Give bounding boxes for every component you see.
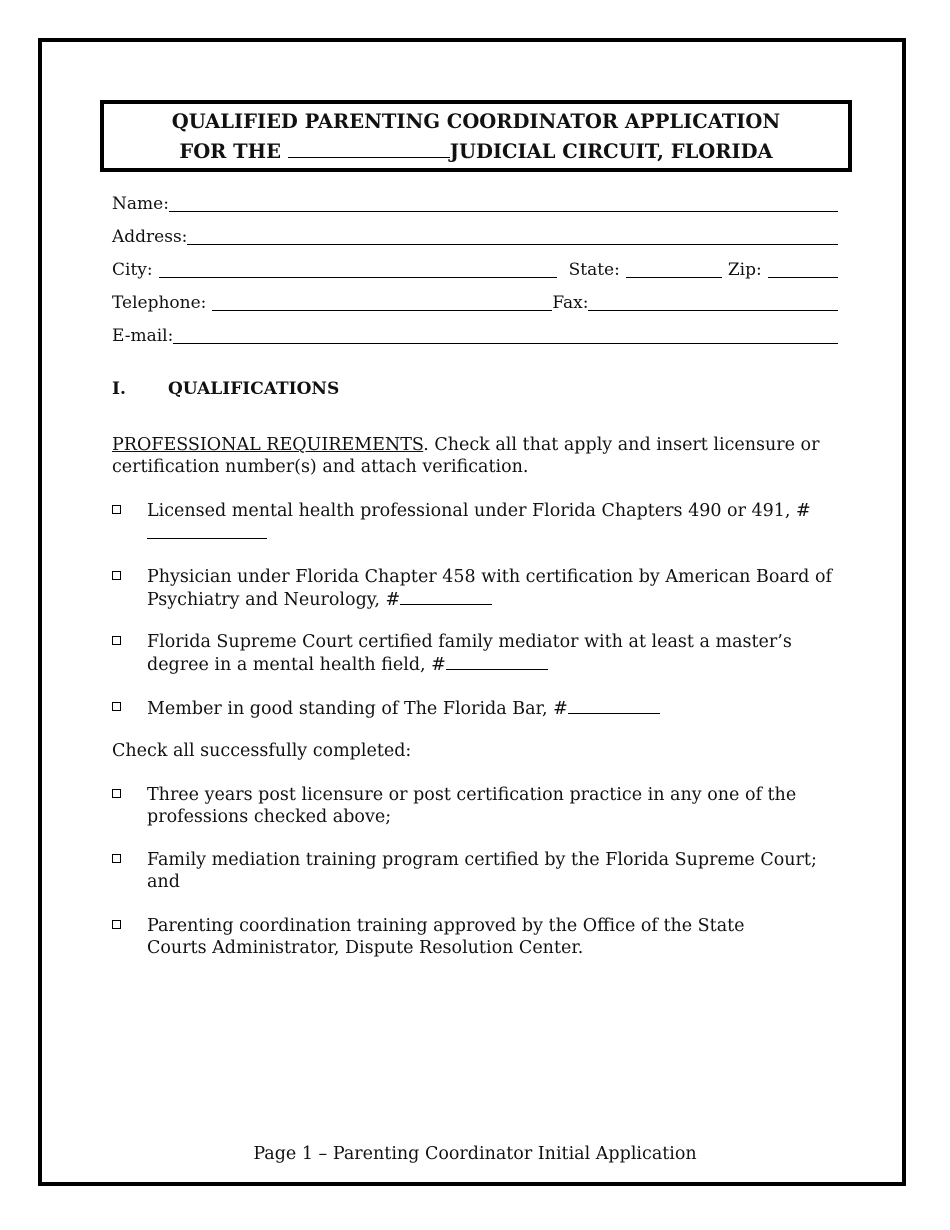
- address-row: [112, 226, 838, 248]
- requirement-text: Florida Supreme Court certified family mediator with at least a master’s degree in a mental health field, #: [147, 632, 792, 675]
- email-row: [112, 325, 838, 347]
- mediator-number-field[interactable]: [446, 653, 548, 670]
- title-line-2: [104, 137, 848, 167]
- completed-text: Parenting coordination training approved by the Office of the State Courts Administrator, Dispute Resolution Center.: [147, 916, 745, 958]
- requirement-item: [112, 500, 842, 545]
- completed-intro: Check all successfully completed:: [112, 741, 412, 761]
- completed-item: [112, 915, 842, 959]
- address-label: Address:: [112, 227, 188, 247]
- professional-heading: PROFESSIONAL REQUIREMENTS: [112, 435, 424, 455]
- title-line-1: QUALIFIED PARENTING COORDINATOR APPLICATION: [171, 110, 781, 133]
- checkbox[interactable]: [112, 854, 121, 863]
- title-suffix: JUDICIAL CIRCUIT, FLORIDA: [449, 140, 773, 163]
- certification-number-field[interactable]: [400, 588, 492, 605]
- email-field[interactable]: [173, 325, 838, 344]
- state-label: State:: [568, 260, 620, 280]
- checkbox[interactable]: [112, 505, 121, 514]
- zip-field[interactable]: [768, 259, 838, 278]
- requirement-text: Licensed mental health professional under Florida Chapters 490 or 491, #: [147, 501, 811, 521]
- bar-number-field[interactable]: [568, 697, 660, 714]
- section-title: QUALIFICATIONS: [168, 379, 340, 399]
- professional-requirements-paragraph: [112, 434, 842, 478]
- city-label: City:: [112, 260, 153, 280]
- checkbox[interactable]: [112, 571, 121, 580]
- professional-text: . Check all that apply and insert licensure or certification number(s) and attach verification.: [112, 435, 820, 477]
- section-number: I.: [112, 379, 126, 399]
- circuit-blank[interactable]: [288, 139, 450, 158]
- city-field[interactable]: [159, 259, 557, 278]
- zip-label: Zip:: [727, 260, 762, 280]
- telephone-label: Telephone:: [112, 293, 207, 313]
- requirement-text: Member in good standing of The Florida Bar, #: [147, 699, 568, 719]
- completed-text: Family mediation training program certified by the Florida Supreme Court; and: [147, 850, 817, 892]
- checkbox[interactable]: [112, 636, 121, 645]
- checkbox[interactable]: [112, 789, 121, 798]
- name-field[interactable]: [169, 193, 838, 212]
- completed-item: [112, 784, 842, 828]
- checkbox[interactable]: [112, 702, 121, 711]
- form-title: [100, 100, 852, 172]
- title-prefix: FOR THE: [179, 140, 281, 163]
- fax-label: Fax:: [552, 293, 589, 313]
- checkbox[interactable]: [112, 920, 121, 929]
- email-label: E-mail:: [112, 326, 174, 346]
- requirement-text: Physician under Florida Chapter 458 with certification by American Board of Psychiatry and Neurology, #: [147, 567, 832, 610]
- page-footer: Page 1 – Parenting Coordinator Initial Application: [253, 1144, 697, 1164]
- telephone-field[interactable]: [212, 292, 552, 311]
- state-field[interactable]: [626, 259, 722, 278]
- phone-fax-row: [112, 292, 838, 314]
- completed-text: Three years post licensure or post certification practice in any one of the professions checked above;: [147, 785, 797, 827]
- section-heading: [112, 379, 339, 399]
- name-row: [112, 193, 838, 215]
- requirement-item: [112, 566, 842, 611]
- fax-field[interactable]: [588, 292, 838, 311]
- city-state-zip-row: [112, 259, 838, 281]
- requirement-item: [112, 631, 842, 676]
- license-number-field[interactable]: [147, 522, 267, 539]
- address-field[interactable]: [187, 226, 838, 245]
- completed-item: [112, 849, 842, 893]
- name-label: Name:: [112, 194, 169, 214]
- requirement-item: [112, 697, 842, 720]
